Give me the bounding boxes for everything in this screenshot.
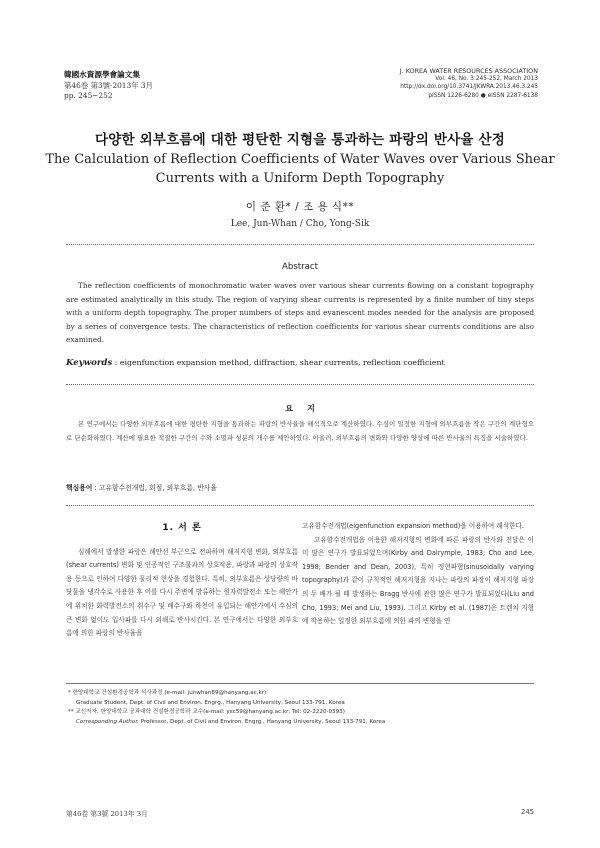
footnote-2-ko: ** 교신저자, 한양대학교 공과대학 건설환경공학과 교수(e-mail: ysc59@hanyang.ac.kr, Tel: 02-2220-0393) bbox=[68, 709, 345, 716]
abstract-body: The reflection coefficients of monochromatic water waves over various shear currents flowing on a constant topography are estimated analytically in this study. The region of varying shear currents is represented by a finite number of tiny steps with a uniform depth topography. The proper numbers of steps and evanescent modes needed for the analysis are proposed by a series of convergence tests. The characteristics of reflection coefficients for various shear currents conditions are also examined. bbox=[66, 281, 534, 345]
intro-column-right bbox=[302, 520, 534, 629]
journal-header-left bbox=[64, 70, 153, 102]
footnote-1-ko: * 한양대학교 건설환경공학과 석사과정 (e-mail: junwhan89@hanyang.ac.kr) bbox=[68, 690, 267, 696]
abstract-heading: Abstract bbox=[281, 262, 319, 272]
page-number: 245 bbox=[521, 808, 534, 816]
keywords-en bbox=[66, 358, 534, 368]
keywords-ko-separator: : bbox=[92, 484, 99, 492]
issn: pISSN 1226-6280 ● eISSN 2287-6138 bbox=[428, 92, 538, 99]
divider-bottom bbox=[66, 505, 534, 506]
footnote-2-en-text: Professor, Dept. of Civil and Environ. Engrg., Hanyang University, Seoul 133-791, Korea bbox=[138, 718, 386, 725]
keywords-label: Keywords bbox=[66, 358, 113, 368]
footnote-1-en: Graduate Student, Dept. of Civil and Environ. Engrg., Hanyang University, Seoul 133-791, Korea bbox=[76, 699, 345, 706]
journal-header-right bbox=[400, 67, 538, 100]
journal-name-ko: 韓國水資源學會論文集 bbox=[64, 70, 140, 79]
intro-column-left bbox=[66, 520, 298, 641]
title-english-line2: Currents with a Uniform Depth Topography bbox=[155, 171, 445, 186]
footnote-rule bbox=[66, 683, 534, 684]
keywords-separator: : bbox=[112, 358, 120, 367]
keywords-ko bbox=[66, 482, 534, 492]
korean-abstract-heading: 요지 bbox=[285, 403, 329, 413]
section-title-introduction: 1. 서 론 bbox=[162, 523, 202, 533]
title-english bbox=[40, 150, 560, 188]
keywords-list: eigenfunction expansion method, diffraction, shear currents, reflection coefficient bbox=[119, 358, 445, 367]
authors-english: Lee, Jun-Whan / Cho, Yong-Sik bbox=[230, 219, 370, 229]
divider-top bbox=[66, 244, 534, 245]
footnote-2-en bbox=[66, 718, 534, 728]
keywords-ko-label: 핵심용어 bbox=[66, 484, 93, 492]
authors-korean: 이 준 환* / 조 용 식** bbox=[245, 201, 355, 213]
footer-issue: 第46卷 第3號 2013年 3月 bbox=[66, 810, 148, 818]
divider-middle bbox=[66, 384, 534, 385]
corresponding-author-label: Corresponding Author, bbox=[76, 718, 139, 725]
intro-paragraph-2: 고유함수전개법을 이용한 해저지형의 변화에 따른 파랑의 반사와 전달은 이미 많은 연구가 발표되었으며(Kirby and Dalrymple, 1983; Cho and Lee, 1998; Bender and Dean, 2003), 특히 정현파형(sinusoidally varying topography)과 같이 규칙적인 해저지형을 지나는 파랑의 파장이 해저지형 파장의 두 배가 될 때 발생하는 Bragg 반사에 관한 많은 연구가 발표되었다(Liu and Cho, 1993; Mei and Liu, 1993). 그리고 Kirby et al. (1987)은 트렌치 지형에 작용하는 일정한 외부흐름에 의한 파의 변형을 연 bbox=[302, 535, 534, 626]
korean-abstract-body: 본 연구에서는 다양한 외부흐름에 대한 평탄한 지형을 통과하는 파랑의 반사율을 해석적으로 계산하였다. 수심이 일정한 지형에 외부흐름을 작은 구간의 계단형으로 단순화하였다. 계산에 필요한 적절한 구간의 수와 소멸파 성분의 개수를 제안하였다. 아울러, 외부흐름의 변화와 다양한 양상에 따른 반사율의 특징을 서술하였다. bbox=[66, 420, 534, 442]
keywords-ko-list: 고유함수전개법, 회절, 외부흐름, 반사율 bbox=[98, 484, 217, 492]
footnotes bbox=[66, 689, 534, 727]
journal-name-en: J. KOREA WATER RESOURCES ASSOCIATION bbox=[399, 67, 538, 75]
doi[interactable]: http://dx.doi.org/10.3741/JKWRA.2013.46.3.245 bbox=[400, 84, 538, 91]
page-range: pp. 245~252 bbox=[64, 91, 113, 100]
intro-paragraph-1: 심해에서 발생한 파랑은 해안선 부근으로 전파하며 해저지형 변화, 외부흐름(shear currents) 변화 및 인공적인 구조물과의 상호작용, 파랑과 파랑의 상호작용 등으로 인하여 다양한 물리적 현상을 경험한다. 특히, 외부흐름은 상당량의 바닷물을 냉각수로 사용한 후 이를 다시 주변에 방류하는 원자력발전소 또는 해안가에 위치한 화력발전소의 취수구 및 배수구와 하천이 유입되는 해안가에서 수심의 큰 변화 없이도 입사파를 다시 외해로 반사시킨다. 본 연구에서는 다양한 외부흐름에 의한 파랑의 반사율을 bbox=[66, 547, 298, 638]
volume-ko: 第46卷 第3號·2013年 3月 bbox=[64, 80, 154, 90]
intro-paragraph-1-continued: 고유함수전개법(eigenfunction expansion method)을 이용하여 해석한다. bbox=[302, 522, 524, 530]
volume-en: Vol. 46, No. 3:245-252, March 2013 bbox=[435, 76, 538, 83]
title-korean: 다양한 외부흐름에 대한 평탄한 지형을 통과하는 파랑의 반사율 산정 bbox=[95, 132, 505, 148]
title-english-line1: The Calculation of Reflection Coefficients of Water Waves over Various Shear bbox=[45, 152, 555, 167]
